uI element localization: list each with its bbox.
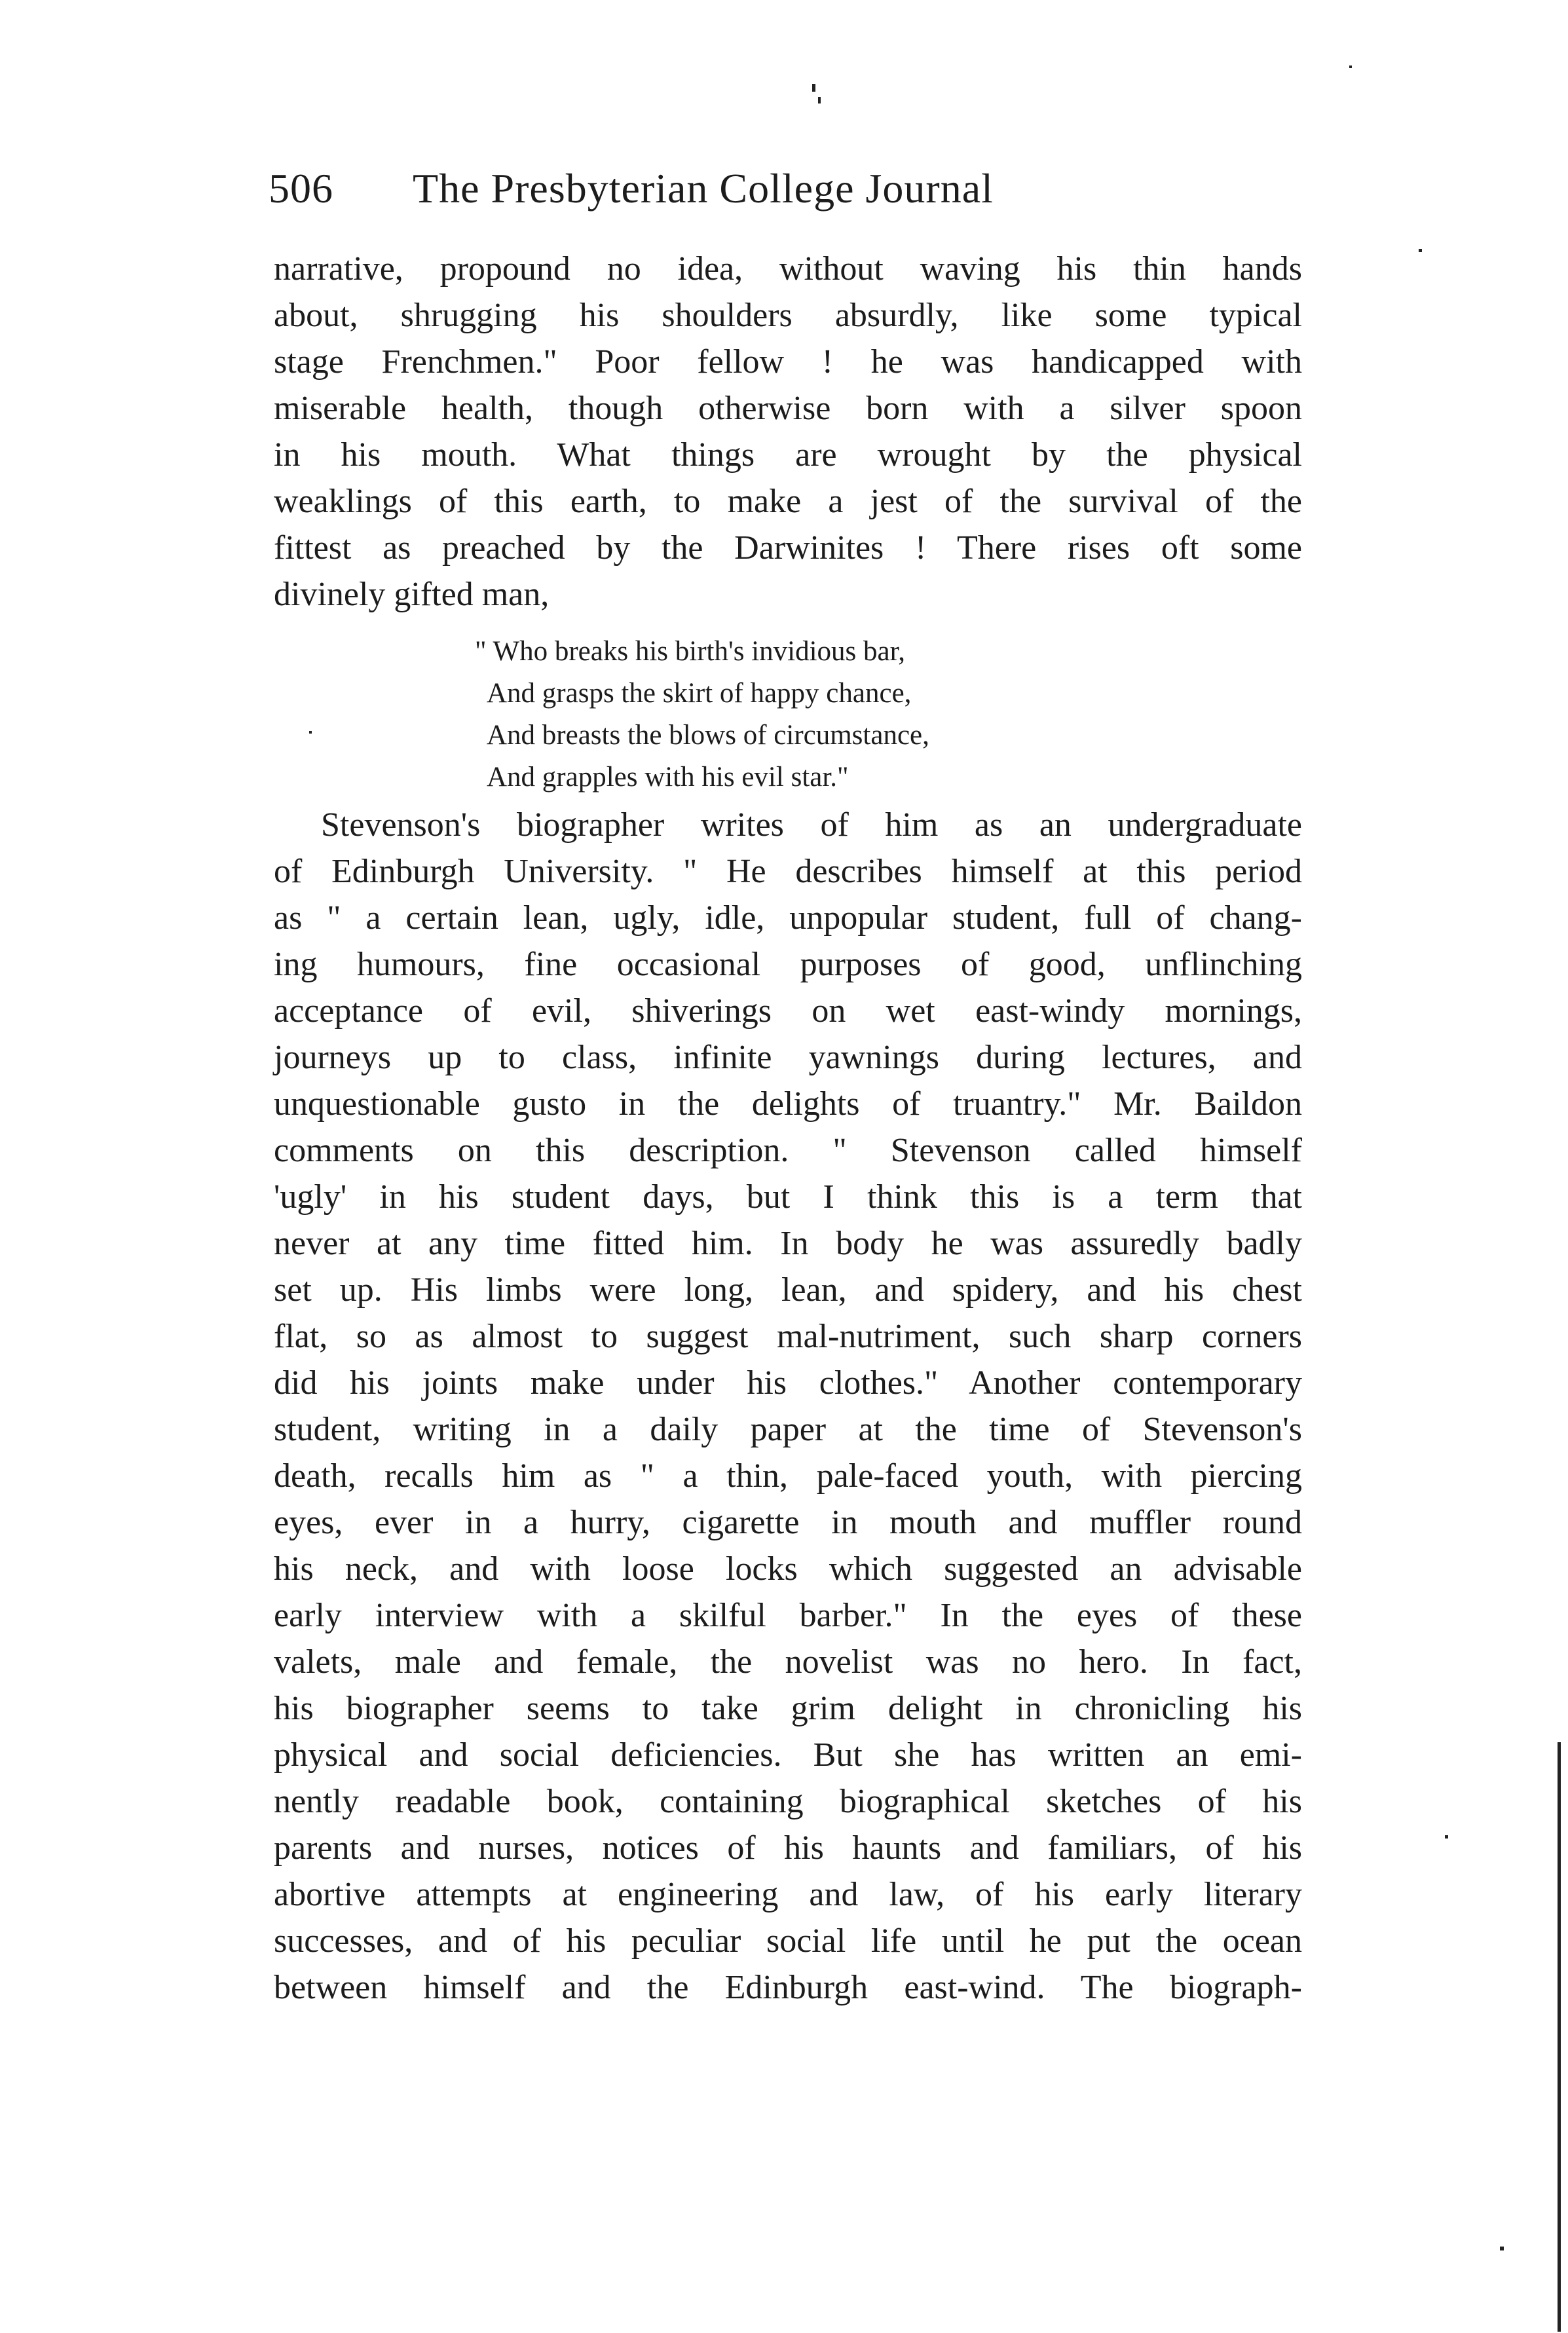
text-line: about, shrugging his shoulders absurdly, like some typical [274, 297, 1302, 334]
text-line: miserable health, though otherwise born with a silver spoon [274, 390, 1302, 427]
text-line: successes, and of his peculiar social life until he put the ocean [274, 1922, 1302, 1960]
text-line: never at any time fitted him. In body he was assuredly badly [274, 1225, 1302, 1262]
text-line: stage Frenchmen." Poor fellow ! he was handicapped with [274, 343, 1302, 381]
scan-speck [818, 97, 821, 103]
text-line: in his mouth. What things are wrought by the physical [274, 436, 1302, 474]
scan-speck [1349, 65, 1352, 68]
scan-speck [309, 731, 312, 734]
text-line: ing humours, fine occasional purposes of good, unflinching [274, 946, 1302, 983]
scan-speck [1500, 2247, 1504, 2250]
text-line: his biographer seems to take grim delight in chronicling his [274, 1690, 1302, 1727]
text-line: as " a certain lean, ugly, idle, unpopular student, full of chang- [274, 899, 1302, 937]
text-line: narrative, propound no idea, without waving his thin hands [274, 250, 1302, 288]
text-line: fittest as preached by the Darwinites ! There rises oft some [274, 529, 1302, 567]
text-line: unquestionable gusto in the delights of truantry." Mr. Baildon [274, 1085, 1302, 1123]
text-line: set up. His limbs were long, lean, and spidery, and his chest [274, 1271, 1302, 1309]
paragraph-2 [274, 802, 1302, 2011]
scan-speck [1419, 249, 1422, 252]
binding-edge [1558, 1742, 1561, 2332]
text-line: journeys up to class, infinite yawnings during lectures, and [274, 1039, 1302, 1076]
text-line: parents and nurses, notices of his haunts and familiars, of his [274, 1829, 1302, 1867]
page-number: 506 [269, 165, 333, 212]
text-line: weaklings of this earth, to make a jest of the survival of the [274, 483, 1302, 520]
text-line: divinely gifted man, [274, 576, 550, 613]
page-header [269, 156, 1316, 221]
text-line: flat, so as almost to suggest mal-nutriment, such sharp corners [274, 1318, 1302, 1355]
text-line: nently readable book, containing biographical sketches of his [274, 1783, 1302, 1820]
verse-quotation [475, 631, 1130, 798]
text-line: death, recalls him as " a thin, pale-faced youth, with piercing [274, 1457, 1302, 1495]
text-line: student, writing in a daily paper at the time of Stevenson's [274, 1411, 1302, 1448]
text-line: Stevenson's biographer writes of him as an undergraduate [321, 806, 1302, 844]
text-line: valets, male and female, the novelist was no hero. In fact, [274, 1643, 1302, 1681]
text-line: physical and social deficiencies. But she has written an emi- [274, 1736, 1302, 1774]
text-line: abortive attempts at engineering and law, of his early literary [274, 1876, 1302, 1913]
text-line: did his joints make under his clothes." Another contemporary [274, 1364, 1302, 1402]
verse-line: And breasts the blows of circumstance, [487, 720, 929, 751]
scan-speck [812, 84, 815, 92]
text-line: of Edinburgh University. " He describes himself at this period [274, 853, 1302, 890]
scan-speck [1445, 1835, 1448, 1838]
text-line: comments on this description. " Stevenson called himself [274, 1132, 1302, 1169]
running-title: The Presbyterian College Journal [413, 165, 994, 212]
text-line: eyes, ever in a hurry, cigarette in mouth and muffler round [274, 1504, 1302, 1541]
text-line: acceptance of evil, shiverings on wet east-windy mornings, [274, 992, 1302, 1030]
verse-line: And grasps the skirt of happy chance, [487, 678, 912, 709]
text-line: between himself and the Edinburgh east-wind. The biograph- [274, 1969, 1302, 2006]
text-line: early interview with a skilful barber." In the eyes of these [274, 1597, 1302, 1634]
verse-line: And grapples with his evil star." [487, 762, 849, 793]
text-line: his neck, and with loose locks which suggested an advisable [274, 1550, 1302, 1588]
paragraph-1 [274, 246, 1302, 618]
verse-line: " Who breaks his birth's invidious bar, [475, 636, 905, 667]
text-line: 'ugly' in his student days, but I think this is a term that [274, 1178, 1302, 1216]
